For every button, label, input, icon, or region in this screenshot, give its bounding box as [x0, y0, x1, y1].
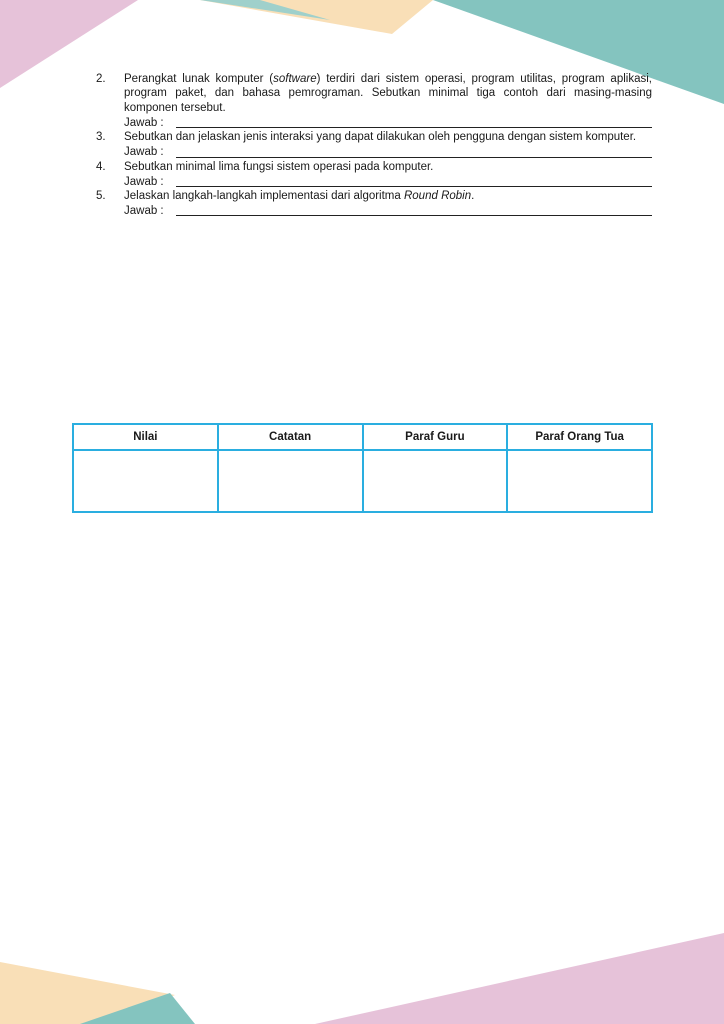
header-paraf-guru: Paraf Guru — [363, 424, 508, 450]
question-body — [124, 189, 652, 218]
header-paraf-orang-tua: Paraf Orang Tua — [507, 424, 652, 450]
question-text — [124, 130, 652, 144]
decor-shape-pink-bottom — [315, 933, 724, 1024]
question-body — [124, 72, 652, 130]
answer-row — [124, 203, 652, 218]
grade-table-row — [73, 450, 652, 512]
answer-line[interactable] — [176, 145, 652, 158]
answer-row — [124, 174, 652, 189]
question-number: 2. — [96, 73, 106, 85]
cell-catatan[interactable] — [218, 450, 363, 512]
question-text-part: Sebutkan minimal lima fungsi sistem operasi pada komputer. — [124, 160, 434, 173]
answer-line[interactable] — [176, 115, 652, 128]
header-catatan: Catatan — [218, 424, 363, 450]
answer-row — [124, 145, 652, 160]
question-body — [124, 130, 652, 159]
cell-paraf-guru[interactable] — [363, 450, 508, 512]
grade-table-header-row — [73, 424, 652, 450]
question-text-italic: Round Robin — [403, 190, 472, 203]
answer-label: Jawab : — [124, 175, 164, 188]
answer-line[interactable] — [176, 174, 652, 187]
cell-nilai[interactable] — [73, 450, 218, 512]
answer-line[interactable] — [176, 203, 652, 216]
question-number: 5. — [96, 190, 106, 203]
header-nilai: Nilai — [73, 424, 218, 450]
question-text-italic: software — [273, 73, 317, 85]
answer-label: Jawab : — [124, 205, 164, 218]
question-item — [96, 130, 652, 159]
question-text-part: . — [471, 190, 475, 203]
question-text — [124, 189, 652, 203]
question-body — [124, 160, 652, 189]
grade-table — [72, 423, 653, 513]
question-text-part: Jelaskan langkah-langkah implementasi dari algoritma — [124, 190, 404, 203]
answer-row — [124, 115, 652, 130]
question-list — [96, 72, 652, 218]
question-item — [96, 189, 652, 218]
question-text-part: Perangkat lunak komputer ( — [124, 73, 274, 85]
question-text-part: ) terdiri dari sistem operasi, program utilitas, program aplikasi, program paket, dan bahasa pemrograman. Sebutkan minimal tiga contoh dari masing-masing komponen tersebut. — [124, 73, 652, 114]
question-number: 3. — [96, 131, 106, 144]
question-number: 4. — [96, 160, 106, 173]
answer-label: Jawab : — [124, 146, 164, 159]
question-text — [124, 160, 652, 174]
cell-paraf-orang-tua[interactable] — [507, 450, 652, 512]
question-text — [124, 72, 652, 115]
question-item — [96, 72, 652, 130]
question-item — [96, 160, 652, 189]
question-text-part: Sebutkan dan jelaskan jenis interaksi yang dapat dilakukan oleh pengguna dengan sistem komputer. — [124, 131, 637, 144]
answer-label: Jawab : — [124, 116, 164, 129]
